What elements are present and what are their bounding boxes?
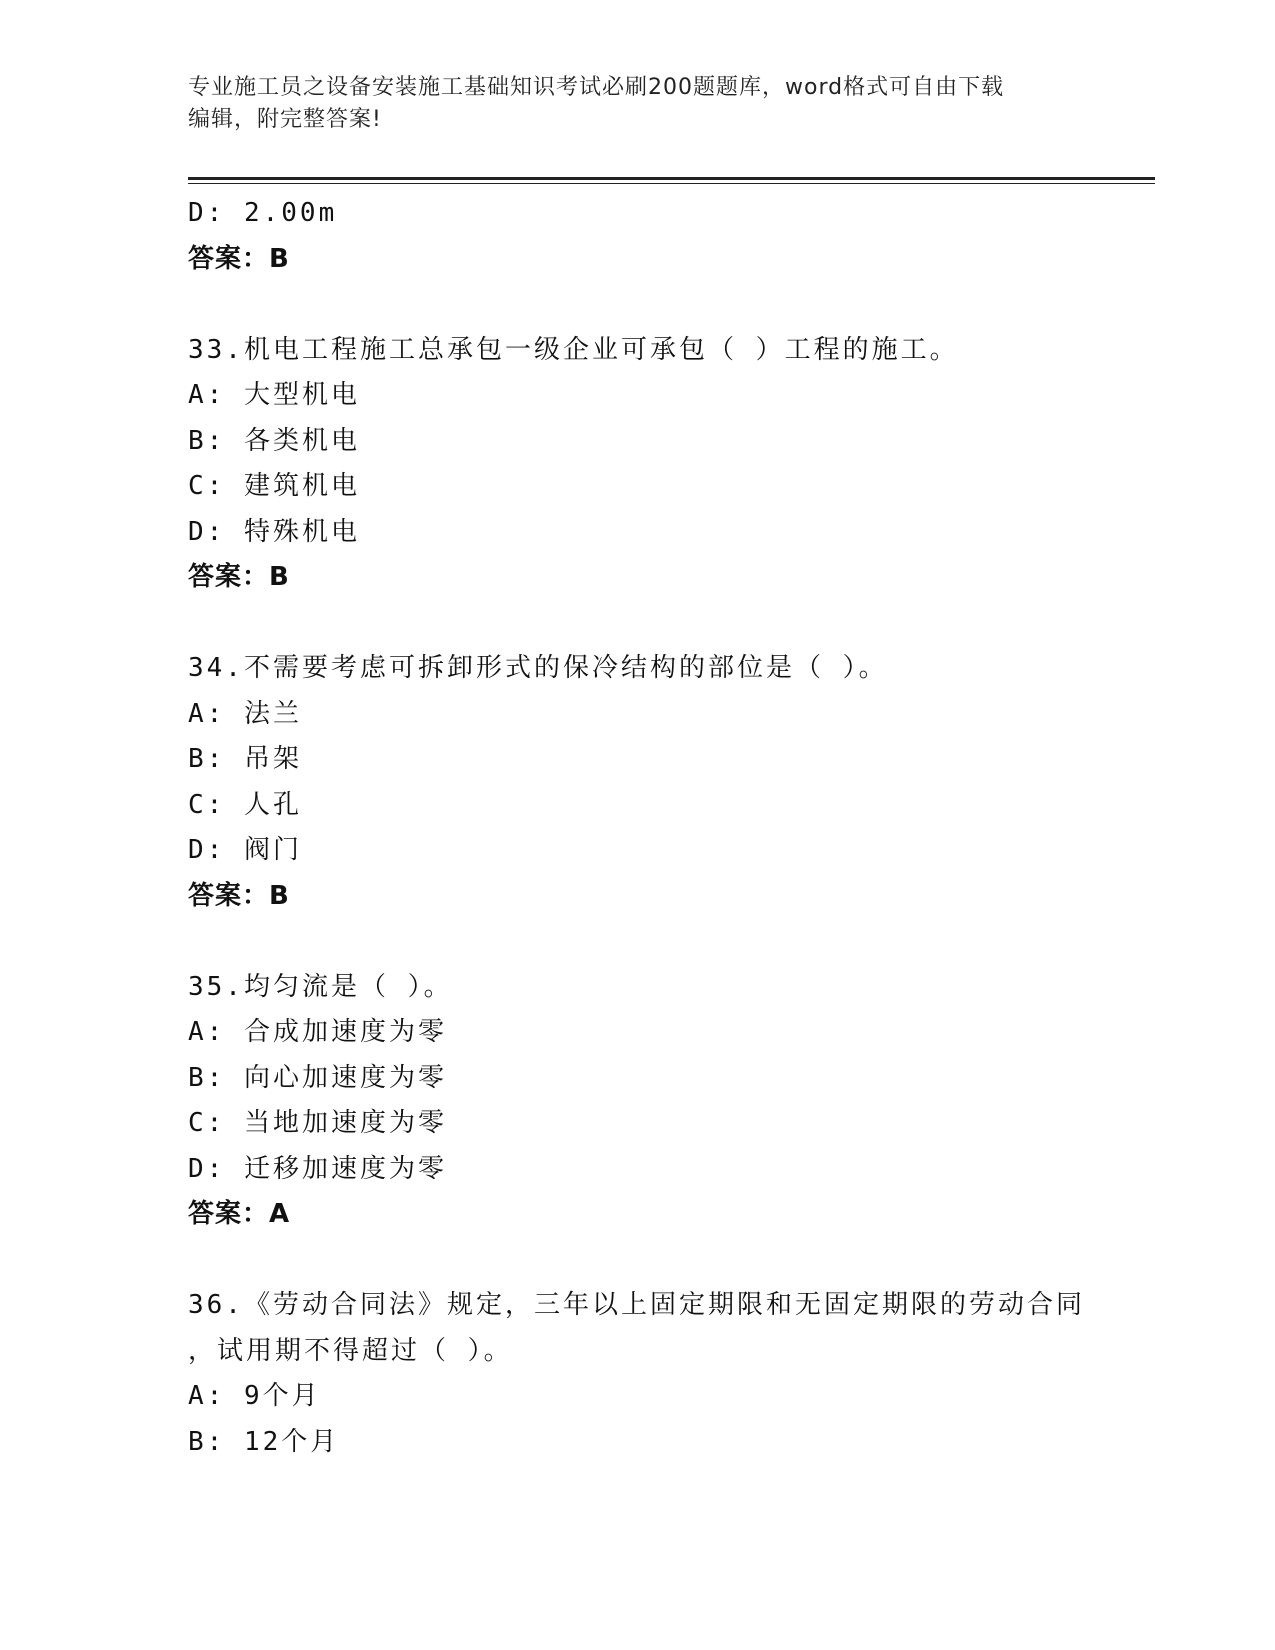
spacer xyxy=(188,1238,1148,1284)
question-34-answer: 答案：B xyxy=(188,880,290,911)
question-35-option-b: B: 向心加速度为零 xyxy=(188,1062,447,1093)
document-header xyxy=(188,72,1068,136)
question-35-stem: 35.均匀流是（ ）。 xyxy=(188,971,453,1002)
question-list xyxy=(188,191,1148,1465)
question-36-option-b: B: 12个月 xyxy=(188,1426,340,1457)
question-34-option-b: B: 吊架 xyxy=(188,744,302,774)
spacer xyxy=(188,282,1148,328)
question-33-option-c: C: 建筑机电 xyxy=(188,471,360,501)
question-36-stem-line-1: 36.《劳动合同法》规定，三年以上固定期限和无固定期限的劳动合同 xyxy=(188,1290,1085,1320)
question-33-option-d: D: 特殊机电 xyxy=(188,516,360,547)
question-35-option-d: D: 迁移加速度为零 xyxy=(188,1153,447,1184)
question-33-option-b: B: 各类机电 xyxy=(188,425,360,456)
spacer xyxy=(188,601,1148,647)
prev-option-d: D: 2.00m xyxy=(188,198,338,228)
question-35-answer: 答案：A xyxy=(188,1199,291,1229)
question-33-option-a: A: 大型机电 xyxy=(188,380,360,410)
question-36-option-a: A: 9个月 xyxy=(188,1381,321,1411)
question-33-stem: 33.机电工程施工总承包一级企业可承包（ ）工程的施工。 xyxy=(188,334,959,365)
question-35-option-a: A: 合成加速度为零 xyxy=(188,1017,447,1047)
question-34-option-c: C: 人孔 xyxy=(188,789,302,820)
header-title-line-1: 专业施工员之设备安装施工基础知识考试必刷200题题库，word格式可自由下载 xyxy=(188,75,1005,100)
header-divider-thick xyxy=(188,177,1155,180)
question-35-option-c: C: 当地加速度为零 xyxy=(188,1108,447,1138)
question-34-option-d: D: 阀门 xyxy=(188,835,302,865)
question-34-option-a: A: 法兰 xyxy=(188,698,302,729)
question-36-stem-line-2: ，试用期不得超过（ ）。 xyxy=(188,1335,513,1366)
header-title-line-2: 编辑，附完整答案! xyxy=(188,107,382,132)
question-33-answer: 答案：B xyxy=(188,562,290,592)
spacer xyxy=(188,919,1148,965)
header-divider-thin xyxy=(188,183,1155,184)
question-34-stem: 34.不需要考虑可拆卸形式的保冷结构的部位是（ ）。 xyxy=(188,653,888,683)
prev-answer: 答案：B xyxy=(188,243,290,274)
